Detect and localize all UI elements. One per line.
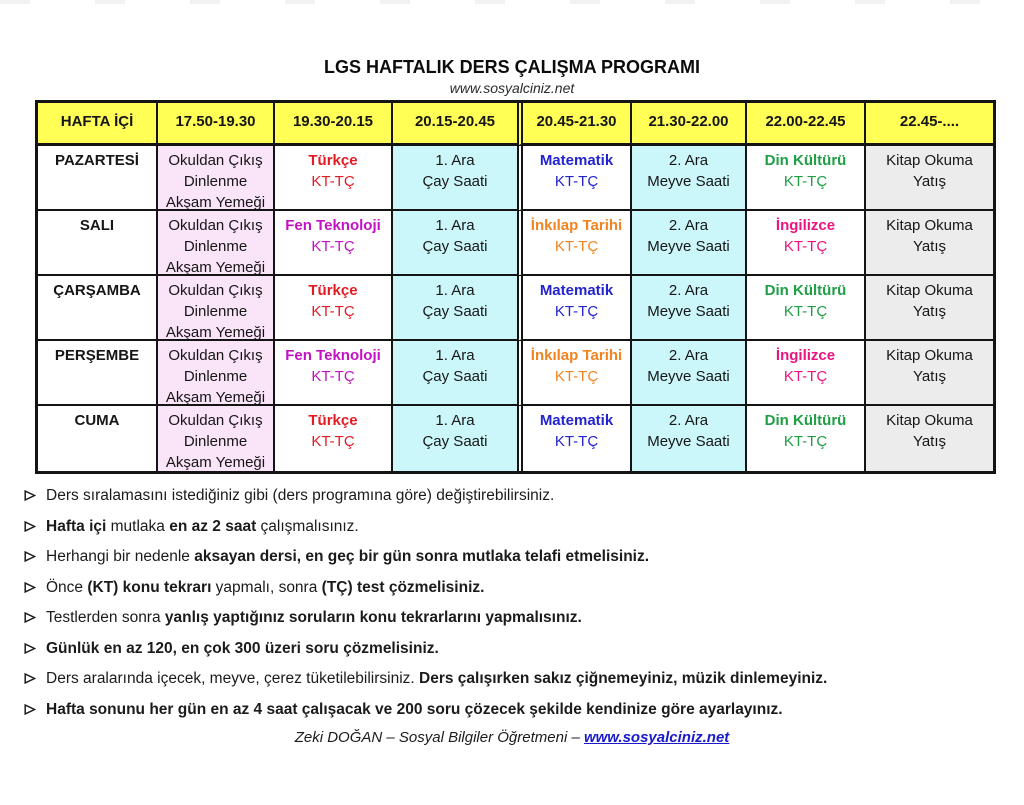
- lesson-name: Matematik: [539, 282, 614, 299]
- lesson-method: KT-TÇ: [311, 303, 355, 320]
- lesson-method: KT-TÇ: [311, 238, 355, 255]
- note-text: Hafta içi mutlaka en az 2 saat çalışmalısınız.: [46, 517, 359, 535]
- lesson-method: KT-TÇ: [554, 173, 599, 190]
- cell-line: Dinlenme: [183, 173, 248, 190]
- lesson-method: KT-TÇ: [554, 368, 599, 385]
- cell-line: Okuldan Çıkış: [168, 347, 263, 364]
- note-item: [24, 669, 1014, 690]
- note-item: [24, 486, 1014, 507]
- lesson-cell: [275, 211, 393, 276]
- cell-line: 2. Ara: [668, 412, 709, 429]
- lesson-name: Matematik: [539, 152, 614, 169]
- break-cell: [393, 341, 517, 406]
- break-cell: [393, 146, 517, 211]
- lesson-method: KT-TÇ: [311, 173, 355, 190]
- cell-line: Çay Saati: [422, 173, 488, 190]
- lesson-cell: [517, 341, 632, 406]
- cell-line: Okuldan Çıkış: [168, 282, 263, 299]
- cell-line: Kitap Okuma: [886, 282, 973, 299]
- column-header: 20.15-20.45: [393, 103, 517, 146]
- cell-line: Çay Saati: [422, 238, 488, 255]
- cell-line: Akşam Yemeği: [165, 259, 266, 276]
- arrow-bullet-icon: [24, 520, 36, 533]
- lesson-method: KT-TÇ: [554, 238, 599, 255]
- lesson-cell: [747, 211, 866, 276]
- note-item: [24, 517, 1014, 538]
- cell-line: Meyve Saati: [647, 433, 730, 450]
- lesson-name: Fen Teknoloji: [285, 217, 381, 234]
- lesson-name: İngilizce: [775, 217, 836, 234]
- break-cell: [632, 341, 747, 406]
- day-cell: CUMA: [38, 406, 158, 471]
- cell-line: 1. Ara: [435, 282, 475, 299]
- lesson-cell: [517, 211, 632, 276]
- night-routine-cell: [866, 341, 993, 406]
- day-cell: PERŞEMBE: [38, 341, 158, 406]
- note-item: [24, 608, 1014, 629]
- lesson-name: Türkçe: [308, 152, 358, 169]
- cell-line: Akşam Yemeği: [165, 194, 266, 211]
- lesson-name: Din Kültürü: [764, 282, 847, 299]
- lesson-cell: [517, 146, 632, 211]
- lesson-method: KT-TÇ: [783, 368, 828, 385]
- lesson-method: KT-TÇ: [783, 173, 828, 190]
- cell-line: Çay Saati: [422, 433, 488, 450]
- cell-line: 2. Ara: [668, 347, 709, 364]
- break-cell: [632, 406, 747, 471]
- cell-line: Kitap Okuma: [886, 217, 973, 234]
- footer-author-text: Zeki DOĞAN – Sosyal Bilgiler Öğretmeni –: [294, 729, 584, 746]
- lesson-cell: [275, 146, 393, 211]
- lesson-name: İnkılap Tarihi: [530, 217, 623, 234]
- cell-line: Yatış: [912, 433, 947, 450]
- note-text: Hafta sonunu her gün en az 4 saat çalışacak ve 200 soru çözecek şekilde kendinize göre ayarlayınız.: [46, 700, 783, 718]
- lesson-name: Matematik: [539, 412, 614, 429]
- day-cell: ÇARŞAMBA: [38, 276, 158, 341]
- lesson-method: KT-TÇ: [554, 433, 599, 450]
- arrow-bullet-icon: [24, 581, 36, 594]
- note-text: Ders sıralamasını istediğiniz gibi (ders programına göre) değiştirebilirsiniz.: [46, 487, 555, 504]
- note-text: Önce (KT) konu tekrarı yapmalı, sonra (TÇ) test çözmelisiniz.: [46, 578, 485, 596]
- column-header: 22.00-22.45: [747, 103, 866, 146]
- break-cell: [632, 146, 747, 211]
- cell-line: Çay Saati: [422, 303, 488, 320]
- note-text: Testlerden sonra yanlış yaptığınız soruların konu tekrarlarını yapmalısınız.: [46, 609, 582, 626]
- cell-line: 1. Ara: [435, 412, 475, 429]
- cell-line: Akşam Yemeği: [165, 389, 266, 406]
- cell-line: Kitap Okuma: [886, 347, 973, 364]
- note-text: Herhangi bir nedenle aksayan dersi, en geç bir gün sonra mutlaka telafi etmelisiniz.: [46, 548, 650, 565]
- break-cell: [393, 211, 517, 276]
- break-cell: [393, 276, 517, 341]
- cell-line: Dinlenme: [183, 368, 248, 385]
- night-routine-cell: [866, 276, 993, 341]
- cell-line: Yatış: [912, 238, 947, 255]
- note-item: [24, 578, 1014, 599]
- lesson-cell: [747, 276, 866, 341]
- night-routine-cell: [866, 406, 993, 471]
- cell-line: Dinlenme: [183, 303, 248, 320]
- cell-line: Kitap Okuma: [886, 152, 973, 169]
- lesson-cell: [275, 406, 393, 471]
- evening-routine-cell: [158, 211, 275, 276]
- cell-line: 1. Ara: [435, 347, 475, 364]
- column-header: 20.45-21.30: [517, 103, 632, 146]
- page-title: LGS HAFTALIK DERS ÇALIŞMA PROGRAMI: [324, 57, 700, 77]
- arrow-bullet-icon: [24, 489, 36, 502]
- cell-line: Kitap Okuma: [886, 412, 973, 429]
- arrow-bullet-icon: [24, 642, 36, 655]
- cell-line: 2. Ara: [668, 282, 709, 299]
- cell-line: Okuldan Çıkış: [168, 152, 263, 169]
- lesson-method: KT-TÇ: [783, 433, 828, 450]
- lesson-cell: [747, 341, 866, 406]
- evening-routine-cell: [158, 276, 275, 341]
- evening-routine-cell: [158, 341, 275, 406]
- lesson-method: KT-TÇ: [783, 238, 828, 255]
- lesson-method: KT-TÇ: [311, 433, 355, 450]
- lesson-name: İngilizce: [775, 347, 836, 364]
- note-item: [24, 639, 1014, 660]
- cell-line: Okuldan Çıkış: [168, 217, 263, 234]
- cell-line: Meyve Saati: [647, 238, 730, 255]
- cell-line: Akşam Yemeği: [165, 324, 266, 341]
- cell-line: Dinlenme: [183, 238, 248, 255]
- arrow-bullet-icon: [24, 703, 36, 716]
- night-routine-cell: [866, 146, 993, 211]
- lesson-cell: [517, 276, 632, 341]
- schedule-table: [35, 100, 996, 474]
- break-cell: [393, 406, 517, 471]
- lesson-name: Türkçe: [308, 282, 358, 299]
- evening-routine-cell: [158, 146, 275, 211]
- lesson-cell: [275, 341, 393, 406]
- day-cell: PAZARTESİ: [38, 146, 158, 211]
- lesson-name: Türkçe: [308, 412, 358, 429]
- lesson-name: İnkılap Tarihi: [530, 347, 623, 364]
- cell-line: Yatış: [912, 303, 947, 320]
- break-cell: [632, 211, 747, 276]
- notes-list: [24, 486, 1014, 730]
- cell-line: 2. Ara: [668, 217, 709, 234]
- lesson-method: KT-TÇ: [554, 303, 599, 320]
- cell-line: 1. Ara: [435, 152, 475, 169]
- column-header: 19.30-20.15: [275, 103, 393, 146]
- lesson-name: Fen Teknoloji: [285, 347, 381, 364]
- cell-line: Yatış: [912, 368, 947, 385]
- column-header: 22.45-....: [866, 103, 993, 146]
- evening-routine-cell: [158, 406, 275, 471]
- page-subtitle: www.sosyalciniz.net: [449, 80, 575, 96]
- lesson-name: Din Kültürü: [764, 152, 847, 169]
- cell-line: Meyve Saati: [647, 368, 730, 385]
- column-header: 21.30-22.00: [632, 103, 747, 146]
- cell-line: Akşam Yemeği: [165, 454, 266, 471]
- cell-line: Meyve Saati: [647, 173, 730, 190]
- arrow-bullet-icon: [24, 672, 36, 685]
- cell-line: Çay Saati: [422, 368, 488, 385]
- column-header: HAFTA İÇİ: [38, 103, 158, 146]
- cell-line: Yatış: [912, 173, 947, 190]
- cell-line: 1. Ara: [435, 217, 475, 234]
- lesson-cell: [517, 406, 632, 471]
- lesson-name: Din Kültürü: [764, 412, 847, 429]
- arrow-bullet-icon: [24, 550, 36, 563]
- footer: [0, 729, 1024, 746]
- lesson-cell: [747, 406, 866, 471]
- cell-line: Meyve Saati: [647, 303, 730, 320]
- footer-website-link[interactable]: www.sosyalciniz.net: [583, 729, 730, 746]
- cell-line: Okuldan Çıkış: [168, 412, 263, 429]
- cell-line: Dinlenme: [183, 433, 248, 450]
- lesson-method: KT-TÇ: [311, 368, 355, 385]
- arrow-bullet-icon: [24, 611, 36, 624]
- scan-artifacts: [0, 0, 1024, 4]
- note-item: [24, 547, 1014, 568]
- lesson-cell: [275, 276, 393, 341]
- column-header: 17.50-19.30: [158, 103, 275, 146]
- break-cell: [632, 276, 747, 341]
- cell-line: 2. Ara: [668, 152, 709, 169]
- lesson-method: KT-TÇ: [783, 303, 828, 320]
- note-text: Günlük en az 120, en çok 300 üzeri soru çözmelisiniz.: [46, 639, 439, 657]
- note-item: [24, 700, 1014, 721]
- night-routine-cell: [866, 211, 993, 276]
- note-text: Ders aralarında içecek, meyve, çerez tüketilebilirsiniz. Ders çalışırken sakız çiğnemeyiniz, müzik dinlemeyiniz.: [46, 670, 828, 687]
- lesson-cell: [747, 146, 866, 211]
- day-cell: SALI: [38, 211, 158, 276]
